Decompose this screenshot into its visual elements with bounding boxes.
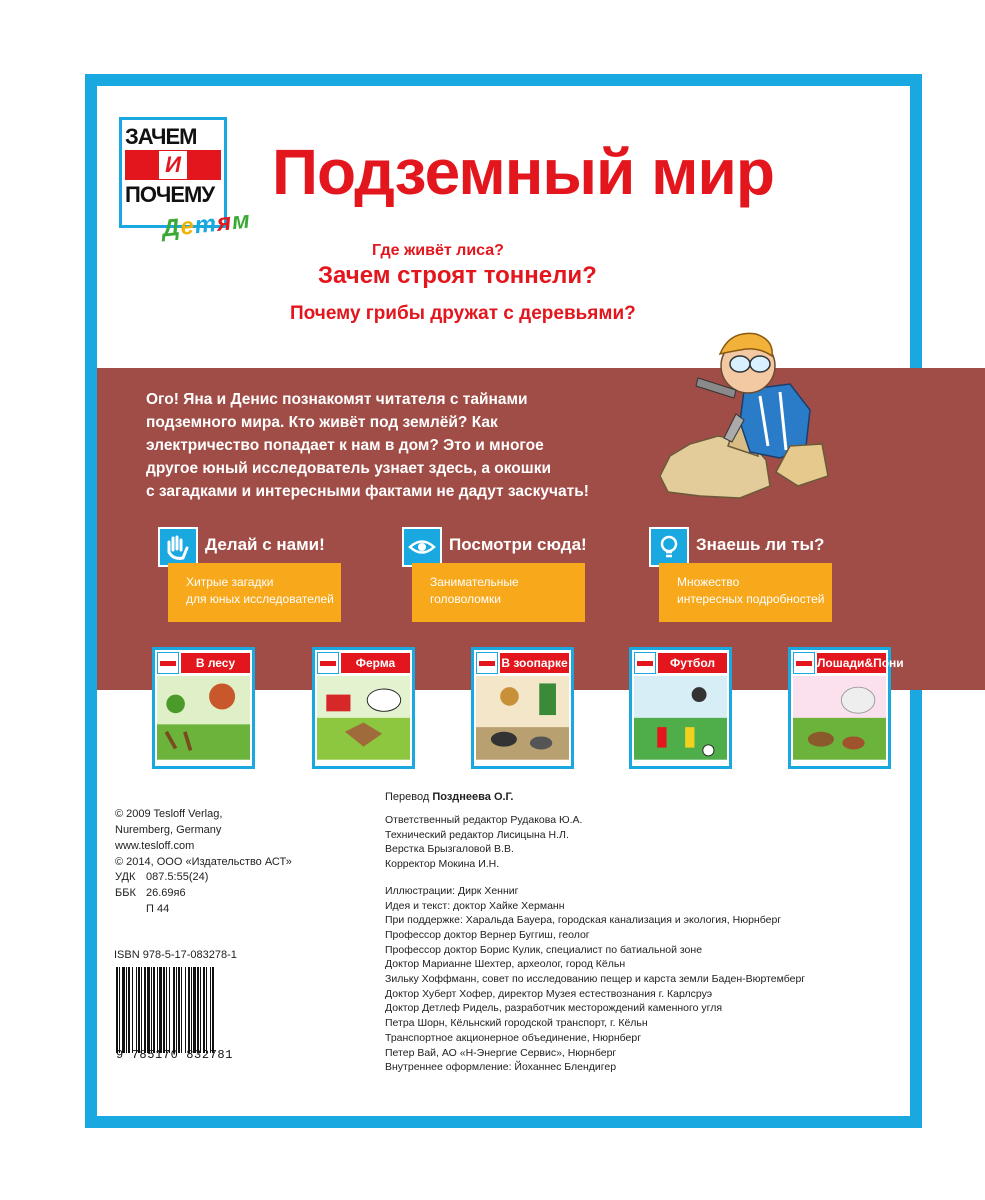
editor-line: Корректор Мокина И.Н. (385, 858, 500, 871)
logo-kids-letter: я (215, 208, 234, 237)
code-row (115, 869, 208, 885)
credit-line: Транспортное акционерное объединение, Нюрнберг (385, 1031, 642, 1044)
series-book-farm (312, 647, 415, 769)
logo-kids-letter: е (179, 212, 197, 241)
forest-illustration (157, 676, 250, 760)
copyright-line: Nuremberg, Germany (115, 824, 222, 836)
feature-box (412, 563, 585, 622)
question-1: Где живёт лиса? (372, 242, 504, 259)
editor-line: Верстка Брызгаловой В.В. (385, 843, 514, 856)
series-book-football (629, 647, 732, 769)
editor-line: Ответственный редактор Рудакова Ю.А. (385, 814, 583, 826)
barcode (114, 949, 260, 1064)
logo-kids-letter: т (193, 209, 219, 240)
logo-line-2: И (159, 151, 187, 179)
logo-line-3: ПОЧЕМУ (125, 182, 215, 207)
intro-line: подземного мира. Кто живёт под землёй? Как (146, 414, 498, 431)
horses-illustration (793, 676, 886, 760)
code-value: 26.69я6 (146, 887, 186, 899)
isbn-text: ISBN 978-5-17-083278-1 (114, 949, 237, 961)
copyright-line: www.tesloff.com (115, 840, 195, 852)
feature-line: для юных исследователей (186, 592, 334, 606)
feature-line: Множество (677, 575, 740, 589)
code-key: ББК (115, 887, 136, 899)
intro-line: с загадками и интересными фактами не дадут заскучать! (146, 483, 589, 500)
translation-label: Перевод (385, 791, 430, 803)
credit-line: Внутреннее оформление: Йоханнес Блендигер (385, 1061, 617, 1074)
book-logo (476, 652, 498, 674)
feature-title: Делай с нами! (205, 535, 325, 554)
translation-line (385, 789, 805, 806)
code-value: П 44 (146, 903, 170, 915)
question-3: Почему грибы дружат с деревьями? (290, 303, 636, 324)
credit-line: Профессор доктор Вернер Буггиш, геолог (385, 928, 590, 941)
code-key (115, 901, 146, 917)
book-logo (157, 652, 179, 674)
feature-title: Посмотри сюда! (449, 535, 587, 554)
eye-icon (402, 527, 442, 567)
feature-box (659, 563, 832, 622)
series-book-zoo (471, 647, 574, 769)
book-cover-title: Ферма (341, 653, 410, 673)
farm-illustration (317, 676, 410, 760)
series-book-horses (788, 647, 904, 769)
logo-line-1: ЗАЧЕМ (125, 124, 197, 149)
book-title: Подземный мир (272, 136, 774, 208)
book-cover-title: В лесу (181, 653, 250, 673)
series-book-forest (152, 647, 255, 769)
book-cover-title: Футбол (658, 653, 727, 673)
credit-line: Иллюстрации: Дирк Хенниг (385, 884, 519, 897)
logo-kids-letter: м (230, 206, 253, 236)
zoo-illustration (476, 676, 569, 760)
intro-text (146, 388, 626, 503)
translator-name: Позднеева О.Г. (432, 791, 514, 803)
copyright-line: © 2014, ООО «Издательство АСТ» (115, 856, 292, 868)
book-logo (634, 652, 656, 674)
code-row (115, 885, 208, 901)
book-logo (793, 652, 815, 674)
code-row (115, 901, 208, 917)
hand-icon (158, 527, 198, 567)
book-cover-title: В зоопарке (500, 653, 569, 673)
credit-line: Доктор Хуберт Хофер, директор Музея естествознания г. Карлсруэ (385, 987, 713, 1000)
barcode-bars (114, 967, 254, 1053)
editor-line: Технический редактор Лисицына Н.Л. (385, 828, 569, 841)
barcode-digits: 9 785170 832781 (116, 1048, 234, 1062)
credit-line: Петер Вай, АО «Н-Энергие Сервис», Нюрнберг (385, 1046, 617, 1059)
credit-line: Профессор доктор Борис Кулик, специалист по батиальной зоне (385, 943, 703, 956)
feature-line: Хитрые загадки (186, 575, 274, 589)
credit-line: При поддержке: Харальда Бауера, городская канализация и экология, Нюрнберг (385, 914, 782, 927)
credit-line: Идея и текст: доктор Хайке Херманн (385, 899, 565, 912)
question-2: Зачем строят тоннели? (318, 262, 597, 289)
copyright-block (115, 806, 292, 870)
copyright-line: © 2009 Tesloff Verlag, (115, 808, 223, 820)
feature-box (168, 563, 341, 622)
intro-line: Ого! Яна и Денис познакомят читателя с тайнами (146, 391, 528, 408)
feature-line: интересных подробностей (677, 592, 825, 606)
feature-line: головоломки (430, 592, 501, 606)
credit-line: Петра Шорн, Кёльнский городской транспорт, г. Кёльн (385, 1017, 648, 1030)
lightbulb-icon (649, 527, 689, 567)
credit-line: Доктор Детлеф Ридель, разработчик месторождений каменного угля (385, 1002, 723, 1015)
feature-line: Занимательные (430, 575, 519, 589)
boy-illustration (640, 326, 836, 502)
football-illustration (634, 676, 727, 760)
code-value: 087.5:55(24) (146, 871, 209, 883)
logo-red-bar (125, 150, 221, 180)
feature-title: Знаешь ли ты? (696, 535, 825, 554)
credit-line: Доктор Марианне Шехтер, археолог, город Кёльн (385, 958, 626, 971)
classification-codes (115, 869, 208, 917)
intro-line: электричество попадает к нам в дом? Это и многое (146, 437, 544, 454)
intro-line: другое юный исследователь узнает здесь, а окошки (146, 460, 551, 477)
credit-line: Зильку Хоффманн, совет по исследованию пещер и карста земли Баден-Вюртемберг (385, 973, 806, 986)
book-logo (317, 652, 339, 674)
code-key: УДК (115, 871, 136, 883)
book-cover-title: Лошади&Пони (817, 653, 886, 673)
logo-kids-letter: Д (160, 213, 182, 243)
publishing-credits (385, 789, 805, 1075)
